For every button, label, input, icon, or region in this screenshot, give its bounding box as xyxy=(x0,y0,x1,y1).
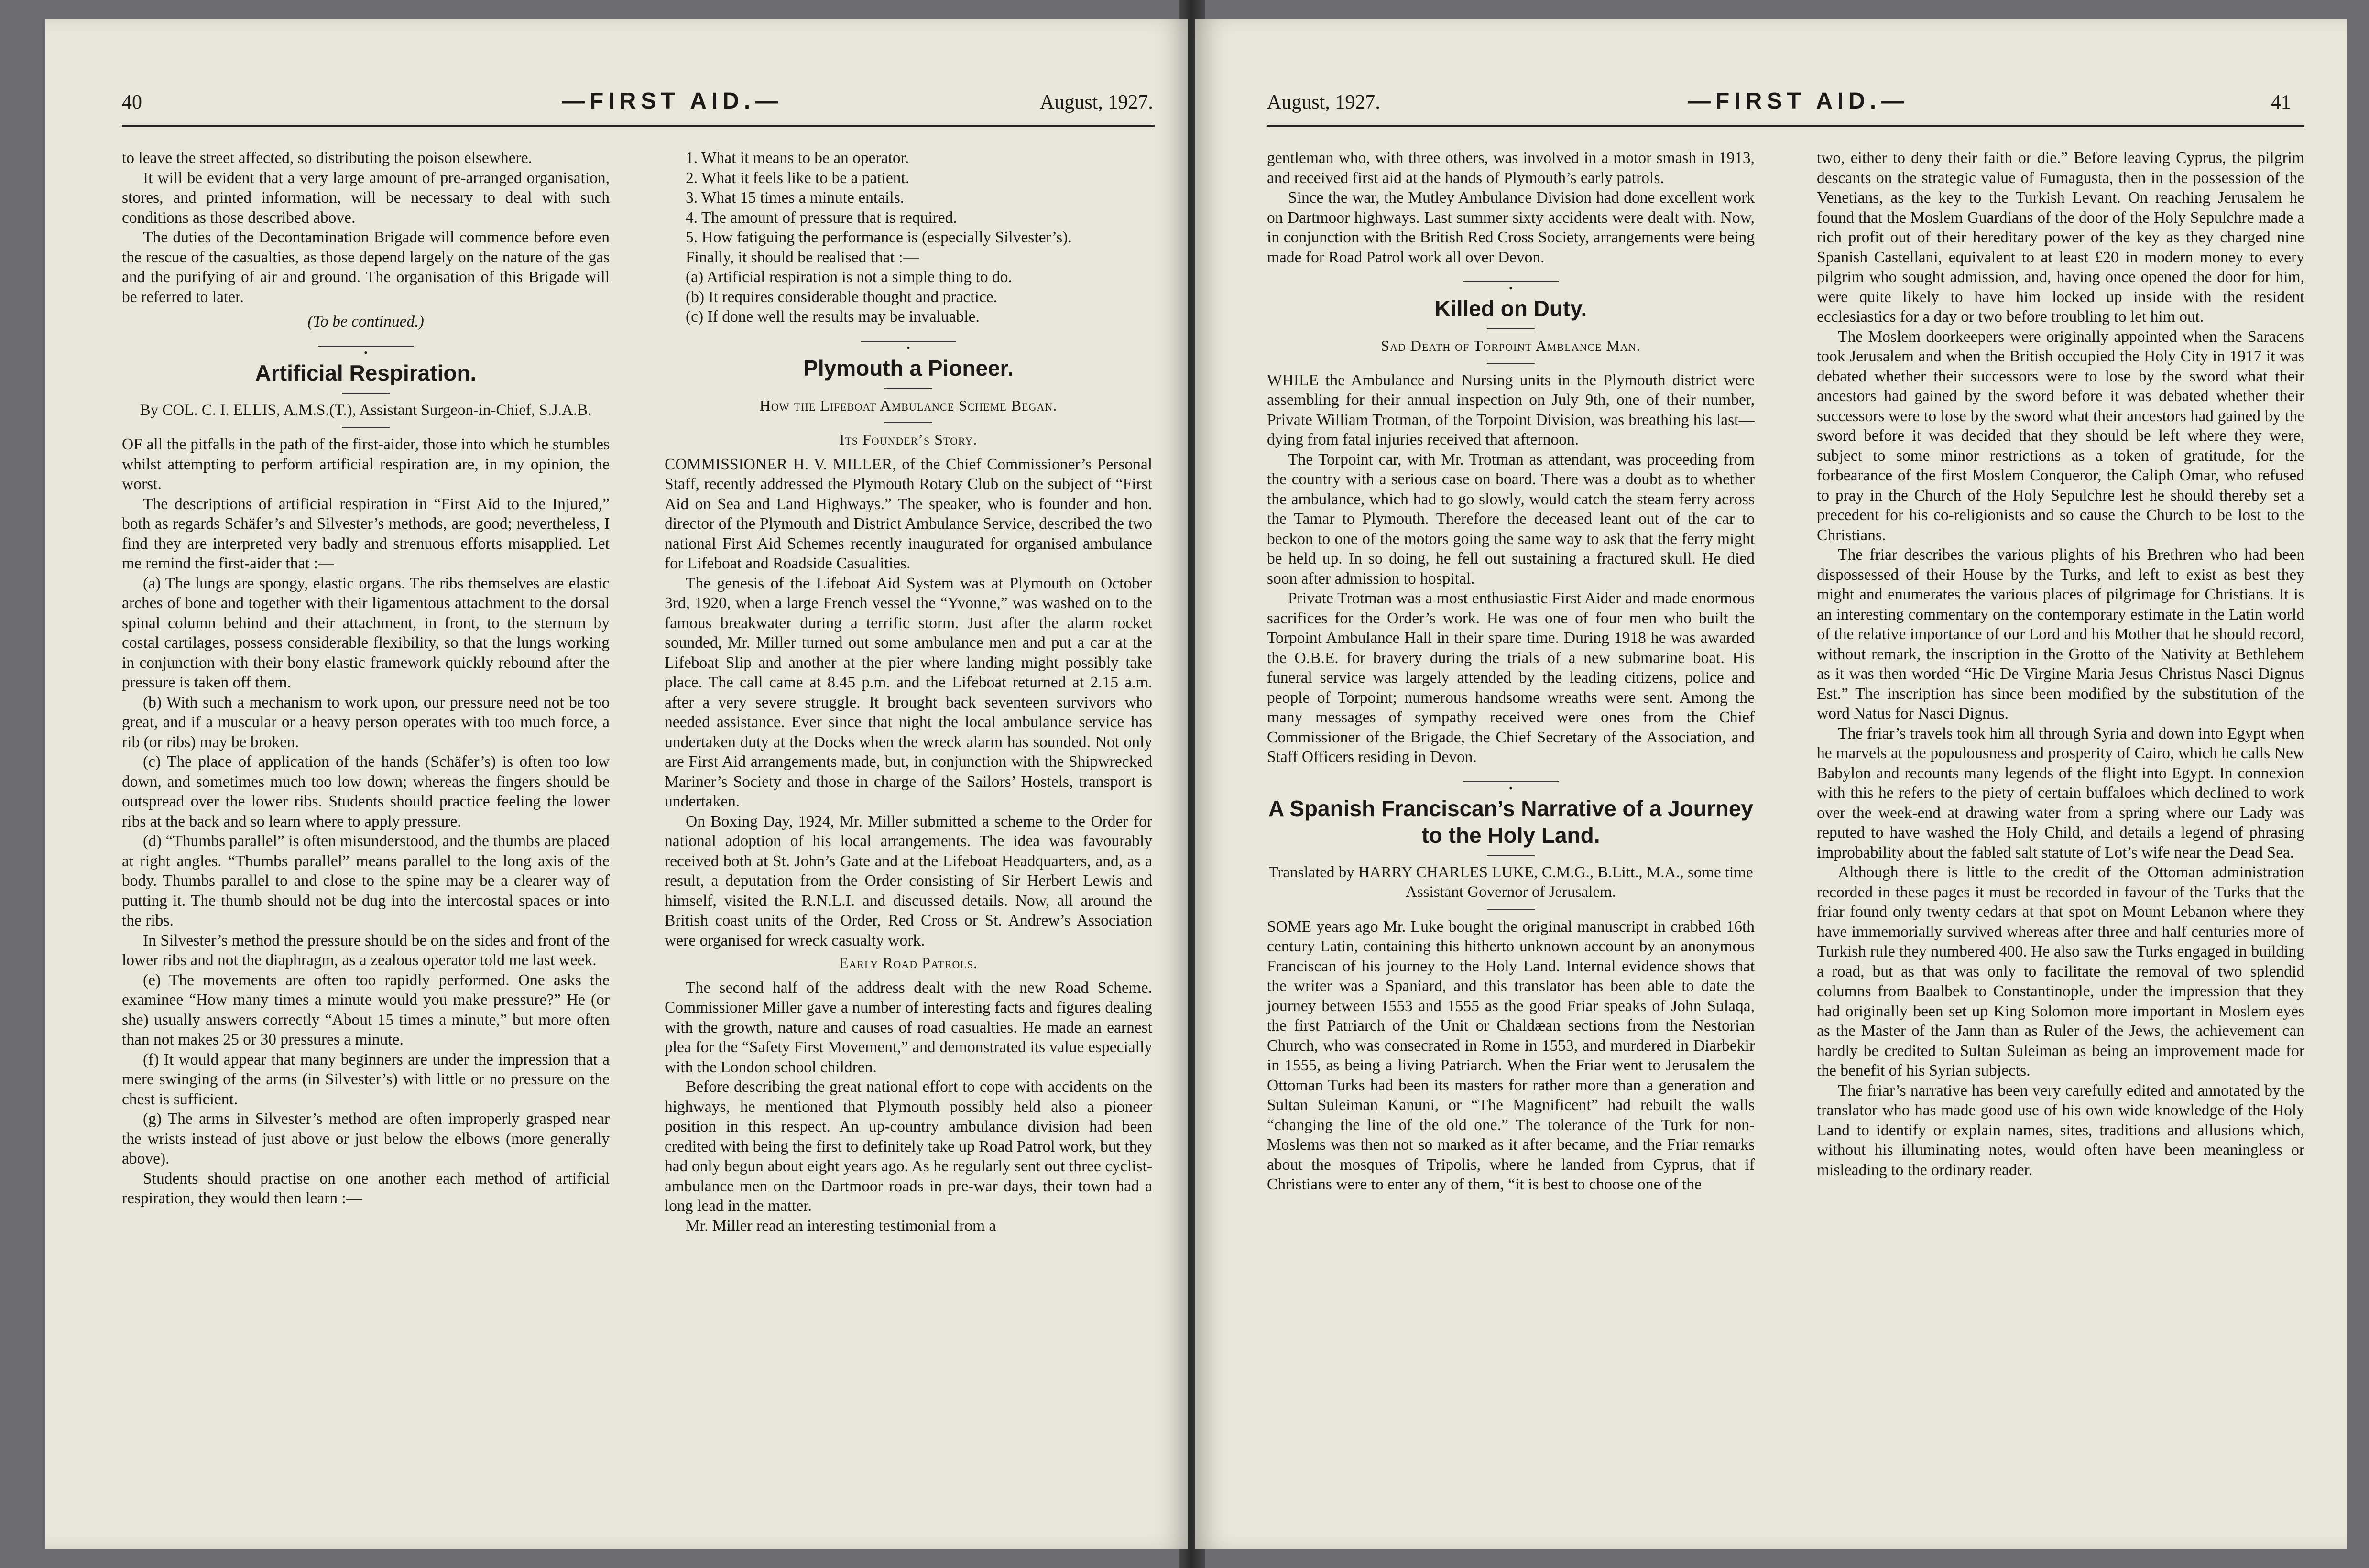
continued-note: (To be continued.) xyxy=(307,313,424,330)
paragraph: Although there is little to the credit of the Ottoman administration recorded in these pages it must be recorded in favour of the Turks that the friar found only twenty cedars at that spot on Mount Lebanon where they have immemorially survived whereas after three and half centuries more of Turkish rule they numbered 400. He also saw the Turks engaged in building a road, but as that was only to facilitate the removal of two splendid columns from Baalbek to Constantinople, under the impression that they had originally been set up King Solomon more important in Moslem eyes as the Master of the Jann than as Ruler of the Jews, the achievement can hardly be credited to Sultan Suleiman as being an improvement made for the benefit of his Syrian subjects. xyxy=(1817,863,2304,1079)
paragraph: WHILE the Ambulance and Nursing units in the Plymouth district were assembling for their annual inspection on July 9th, one of their number, Private William Trotman, of the Torpoint Division, was breathing his last—dying from fatal injuries received that afternoon. xyxy=(1267,371,1755,448)
paragraph: (a) Artificial respiration is not a simple thing to do. xyxy=(686,268,1012,286)
paragraph: to leave the street affected, so distributing the poison elsewhere. xyxy=(122,149,533,167)
paragraph: Students should practise on one another each method of artificial respiration, they would then learn :— xyxy=(122,1169,610,1207)
paragraph: It will be evident that a very large amount of pre-arranged organisation, stores, and printed information, will be necessary to deal with such conditions as those described above. xyxy=(122,169,610,227)
paragraph: The friar describes the various plights of his Brethren who had been dispossessed of their House by the Turks, and left to exist as best they might and enumerates the various places of pilgrimage for Christians. It is an interesting commentary on the contemporary estimate in the Latin world of the relative importance of our Lord and his Mother that he should record, without remark, the inscription in the Grotto of the Nativity at Bethlehem as it was then worded “Hic De Virgine Maria Jesus Christus Nasci Dignus Est.” The inscription has since been modified by the substitution of the word Natus for Nasci Dignus. xyxy=(1817,546,2304,722)
right-column-1 xyxy=(1267,148,1755,1195)
right-running-head xyxy=(1267,88,2304,129)
paragraph: The Torpoint car, with Mr. Trotman as attendant, was proceeding from the country with a serious case on board. There was a doubt as to whether the ambulance, which had to go slowly, would catch the steam ferry across the Tamar to Plymouth. Therefore the deceased leant out of the car to beckon to one of the motors going the same way to ask that the ferry might be held up. In so doing, he fell out sustaining a fractured skull. He died soon after admission to hospital. xyxy=(1267,450,1755,588)
left-running-head xyxy=(122,88,1159,129)
masthead: —FIRST AID.— xyxy=(562,88,783,114)
sub-heading: Its Founder’s Story. xyxy=(839,431,978,448)
paragraph: 5. How fatiguing the performance is (especially Silvester’s). xyxy=(686,229,1072,246)
section-ornament xyxy=(1267,277,1755,294)
short-rule xyxy=(1487,909,1535,910)
paragraph: (b) It requires considerable thought and practice. xyxy=(686,288,998,306)
short-rule xyxy=(1487,855,1535,856)
paragraph: 1. What it means to be an operator. xyxy=(686,149,909,167)
paragraph: SOME years ago Mr. Luke bought the original manuscript in crabbed 16th century Latin, containing this hitherto unknown account by an anonymous Franciscan of his journey to the Holy Land. Internal evidence shows that the writer was a Spaniard, and this translator has been able to date the journey between 1553 and 1555 as the good Friar speaks of John Sulaqa, the first Patriarch of the Unit or Chaldæan sections from the Nestorian Church, who was consecrated in Rome in 1553, and murdered in Diarbekir in 1555, as being a living Patriarch. When the Friar went to Jerusalem the Ottoman Turks had been its masters for rather more than a generation and Sultan Suleiman Kanuni, or “The Magnificent” had rebuilt the walls “changing the line of the old one.” The tolerance of the Turk for non-Moslems was then not so marked as it after became, and the Friar remarks about the mosques of Tripolis, where he landed from Cyprus, that if Christians were to enter any of them, “it is best to choose one of the xyxy=(1267,917,1755,1193)
paragraph: On Boxing Day, 1924, Mr. Miller submitted a scheme to the Order for national adoption of his local arrangements. The idea was favourably received both at St. John’s Gate and at the Lifeboat Headquarters, and, as a result, a deputation from the Order consisting of Sir Herbert Lewis and himself, visited the R.N.L.I. and discussed details. Now, all around the British coast units of the Order, Red Cross or St. Andrew’s Association were organised for wreck casualty work. xyxy=(665,812,1152,949)
paragraph: In Silvester’s method the pressure should be on the sides and front of the lower ribs and not the diaphragm, as a zealous operator told me last week. xyxy=(122,931,610,969)
paragraph: COMMISSIONER H. V. MILLER, of the Chief Commissioner’s Personal Staff, recently addressed the Plymouth Rotary Club on the subject of “First Aid on Sea and Land Highways.” The speaker, who is founder and hon. director of the Plymouth and District Ambulance Service, described the two national First Aid Schemes recently inaugurated for organised ambulance for Lifeboat and Roadside Casualities. xyxy=(665,455,1152,572)
short-rule xyxy=(884,388,932,389)
sub-heading: How the Lifeboat Ambulance Scheme Began. xyxy=(759,396,1058,414)
paragraph: 3. What 15 times a minute entails. xyxy=(686,189,905,207)
page-number: 40 xyxy=(122,91,142,113)
paragraph: The descriptions of artificial respiration in “First Aid to the Injured,” both as regards Schäfer’s and Silvester’s methods, are good; nevertheless, I find they are interpreted very badly and strenuous efforts misapplied. Let me remind the first-aider that :— xyxy=(122,495,610,572)
paragraph: (a) The lungs are spongy, elastic organs. The ribs themselves are elastic arches of bone and together with their ligamentous attachment to the dorsal spinal column behind and their attachment, in front, to the sternum by costal cartilages, possess considerable flexibility, so that the lungs working in conjunction with their bony elastic framework quickly rebound after the pressure is taken off them. xyxy=(122,574,610,691)
paragraph: The friar’s narrative has been very carefully edited and annotated by the translator who has made good use of his own wide knowledge of the Holy Land to identify or explain names, sites, traditions and allusions which, without his illuminating notes, would often have been meaningless or misleading to the ordinary reader. xyxy=(1817,1081,2304,1179)
section-ornament xyxy=(1267,777,1755,794)
right-column-2 xyxy=(1817,148,2304,1180)
paragraph: Before describing the great national effort to cope with accidents on the highways, he mentioned that Plymouth possibly held also a pioneer position in this respect. An up-country ambulance division had been credited with being the first to definitely take up Road Patrol work, but they had only begun about eight years ago. As he regularly sent out three cyclist-ambulance men on the Dartmoor roads in pre-war days, their town had a long lead in the matter. xyxy=(665,1078,1152,1215)
sub-heading: Sad Death of Torpoint Amblance Man. xyxy=(1381,337,1641,354)
paragraph: Finally, it should be realised that :— xyxy=(686,248,919,266)
ornament-dot: • xyxy=(1505,782,1517,794)
article-heading: Plymouth a Pioneer. xyxy=(803,355,1014,381)
left-column-1 xyxy=(122,148,610,1209)
issue-date: August, 1927. xyxy=(1040,91,1153,113)
section-ornament xyxy=(665,337,1152,354)
paragraph: The Moslem doorkeepers were originally appointed when the Saracens took Jerusalem and when the British occupied the Holy City in 1917 it was debated whether their successors were to lose by the sword what their ancestors had gained by the sword before it was debated whether their successors were to lose by the sword what their ancestors had gained by the sword before it was decided that they should be left where they were, subject to some minor restrictions as a token of gratitude, for the forbearance of the first Moslem Conqueror, the Caliph Omar, who refused to pray in the Church of the Holy Sepulchre lest he should thereby set a precedent for his co-religionists and so cause the Church to be lost to the Christians. xyxy=(1817,327,2304,544)
paragraph: 4. The amount of pressure that is required. xyxy=(686,208,957,227)
paragraph: (e) The movements are often too rapidly performed. One asks the examinee “How many times a minute would you make pressure?” He (or she) usually answers correctly “About 15 times a minute,” but more often than not makes 25 or 30 pressures a minute. xyxy=(122,971,610,1048)
article-heading: Artificial Respiration. xyxy=(255,360,477,385)
issue-date: August, 1927. xyxy=(1267,91,1380,113)
article-heading: A Spanish Franciscan’s Narrative of a Journey to the Holy Land. xyxy=(1268,795,1754,848)
ornament-dot: • xyxy=(903,342,914,354)
short-rule xyxy=(1487,328,1535,329)
short-rule xyxy=(342,427,390,428)
masthead: —FIRST AID.— xyxy=(1688,88,1909,114)
paragraph: (d) “Thumbs parallel” is often misunderstood, and the thumbs are placed at right angles. “Thumbs parallel” means parallel to the long axis of the body. Thumbs parallel to and close to the spine may be a clearer way of putting it. The thumb should not be dug into the intercostal spaces or into the ribs. xyxy=(122,832,610,929)
paragraph: (f) It would appear that many beginners are under the impression that a mere swinging of the arms (in Silvester’s) with little or no pressure on the chest is sufficient. xyxy=(122,1050,610,1108)
paragraph: The friar’s travels took him all through Syria and down into Egypt when he marvels at the populousness and prosperity of Cairo, which he calls New Babylon and recounts many legends of the flight into Egypt. In connexion with this he refers to the piety of certain buffaloes which declined to work over the week-end at drawing water from a spring where our Lady was reputed to have washed the Holy Child, and details a legend of phrasing improbability about the fabled salt statute of Lot’s wife near the Dead Sea. xyxy=(1817,724,2304,861)
article-heading: Killed on Duty. xyxy=(1434,296,1587,321)
ornament-dot: • xyxy=(360,347,371,359)
short-rule xyxy=(342,393,390,394)
paragraph: The second half of the address dealt with the new Road Scheme. Commissioner Miller gave a number of interesting facts and figures dealing with the growth, nature and causes of road casualties. He made an earnest plea for the “Safety First Movement,” and demonstrated its value especially with the London school children. xyxy=(665,979,1152,1076)
paragraph: (c) If done well the results may be invaluable. xyxy=(686,308,980,326)
sub-heading: Early Road Patrols. xyxy=(839,954,978,971)
paragraph: two, either to deny their faith or die.” Before leaving Cyprus, the pilgrim descants on the strategic value of Fumagusta, then in the possession of the Venetians, as the key to the Turkish Levant. On reaching Jerusalem he found that the Moslem Guardians of the door of the Holy Sepulchre made a rich profit out of their hereditary power of the key as they charged nine Spanish Castellani, equivalent to at least £20 in modern money to every pilgrim who sought admission, and, having once opened the door for him, were quite likely to have him locked up inside with the resident ecclesiastics for a day or two before troubling to let him out. xyxy=(1817,149,2304,326)
left-page xyxy=(45,19,1188,1549)
paragraph: Private Trotman was a most enthusiastic First Aider and made enormous sacrifices for the Order’s work. He was one of four men who built the Torpoint Ambulance Hall in their spare time. During 1918 he was awarded the O.B.E. for bravery during the trials of a new submarine boat. His funeral service was largely attended by the leading citizens, police and people of Torpoint; numerous handsome wreaths were sent. Among the many messages of sympathy received were ones from the Chief Commissioner of the Brigade, the Chief Secretary of the Association, and Staff Officers residing in Devon. xyxy=(1267,589,1755,766)
left-column-2 xyxy=(665,148,1152,1236)
paragraph: Mr. Miller read an interesting testimonial from a xyxy=(686,1217,996,1235)
section-ornament xyxy=(122,341,610,359)
page-number: 41 xyxy=(2271,91,2291,113)
paragraph: The duties of the Decontamination Brigade will commence before even the rescue of the casualties, as those depend largely on the nature of the gas and the purifying of air and ground. The organisation of this Brigade will be referred to later. xyxy=(122,229,610,306)
paragraph: 2. What it feels like to be a patient. xyxy=(686,169,910,187)
paragraph: The genesis of the Lifeboat Aid System was at Plymouth on October 3rd, 1920, when a large French vessel the “Yvonne,” was washed on to the famous breakwater during a terrific storm. Just after the alarm rocket sounded, Mr. Miller turned out some ambulance men and put a car at the Lifeboat Slip and another at the pier where landing might possibly take place. The call came at 8.45 p.m. and the Lifeboat returned at 2.15 a.m. after a very severe struggle. It brought back seventeen survivors who needed assistance. Ever since that night the local ambulance service has undertaken duty at the Docks when the wreck alarm has sounded. Not only are First Aid arrangements made, but, in conjunction with the Shipwrecked Mariner’s Society and those in charge of the Sailors’ Hostels, transport is undertaken. xyxy=(665,574,1152,810)
header-rule xyxy=(1267,125,2304,127)
short-rule xyxy=(884,422,932,423)
paragraph: gentleman who, with three others, was involved in a motor smash in 1913, and received first aid at the hands of Plymouth’s early patrols. xyxy=(1267,149,1755,187)
short-rule xyxy=(1487,363,1535,364)
header-rule xyxy=(122,125,1155,127)
paragraph: Since the war, the Mutley Ambulance Division had done excellent work on Dartmoor highways. Last summer sixty accidents were dealt with. Now, in conjunction with the British Red Cross Society, arrangements were being made for Road Patrol work all over Devon. xyxy=(1267,189,1755,266)
right-page xyxy=(1195,19,2347,1549)
paragraph: (c) The place of application of the hands (Schäfer’s) is often too low down, and sometimes much too low down; whereas the fingers should be outspread over the lower ribs. Students should practice feeling the lower ribs at the back and so learn where to apply pressure. xyxy=(122,753,610,830)
byline: By COL. C. I. ELLIS, A.M.S.(T.), Assistant Surgeon-in-Chief, S.J.A.B. xyxy=(140,401,592,419)
ornament-dot: • xyxy=(1505,282,1517,294)
paragraph: (g) The arms in Silvester’s method are often improperly grasped near the wrists instead of just above or just below the elbows (more generally above). xyxy=(122,1110,610,1167)
byline: Translated by HARRY CHARLES LUKE, C.M.G., B.Litt., M.A., some time Assistant Governor of Jerusalem. xyxy=(1268,863,1753,901)
paragraph: (b) With such a mechanism to work upon, our pressure need not be too great, and if a muscular or a heavy person operates with too much force, a rib (or ribs) may be broken. xyxy=(122,693,610,751)
paragraph: OF all the pitfalls in the path of the first-aider, those into which he stumbles whilst attempting to perform artificial respiration are, in my opinion, the worst. xyxy=(122,436,610,493)
